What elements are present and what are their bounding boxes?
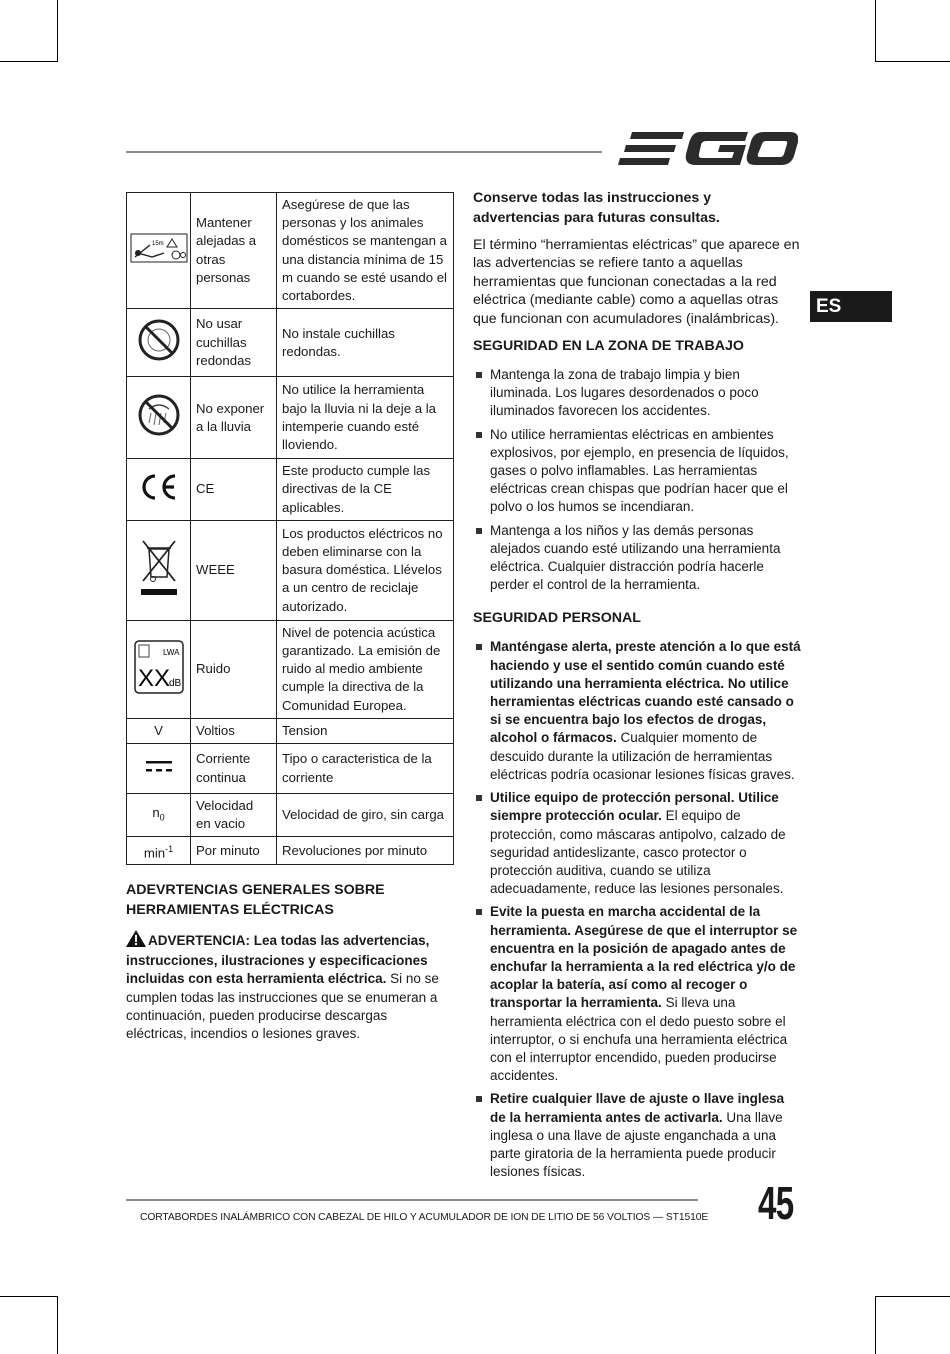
table-row [127, 744, 454, 794]
warning-triangle-icon [126, 930, 146, 952]
symbol-name: Voltios [191, 718, 277, 743]
symbol-name: No exponer a la lluvia [191, 377, 277, 459]
table-row [127, 377, 454, 459]
symbol-description: Este producto cumple las directivas de la CE aplicables. [277, 459, 454, 521]
table-row [127, 309, 454, 377]
symbol-name: Ruido [191, 620, 277, 718]
lwa-label: LWA [162, 647, 179, 657]
ego-logo [618, 128, 798, 175]
intro-paragraph: El término “herramientas eléctricas” que aparece en las advertencias se refiere tanto a aquellas herramientas que funcionan conectadas a la red eléctrica (mediante cable) como a aquellas otras que funcionan con acumuladores (inalámbricas). [473, 237, 800, 327]
table-row [127, 520, 454, 620]
symbol-description: Los productos eléctricos no deben eliminarse con la basura doméstica. Llévelos a un centro de reciclaje autorizado. [277, 520, 454, 620]
lead-paragraph: Conserve todas las instrucciones y advertencias para futuras consultas. [473, 190, 720, 226]
table-row [127, 837, 454, 865]
crop-mark [57, 0, 58, 62]
per-minute-symbol: $\min^{-1}$ [127, 837, 191, 865]
table-row [127, 459, 454, 521]
weee-bin-icon [137, 537, 181, 599]
volt-symbol: V [127, 718, 191, 743]
section-heading: ADEVRTENCIAS GENERALES SOBRE HERRAMIENTAS ELÉCTRICAS [126, 882, 385, 918]
symbol-name: Corriente continua [191, 744, 277, 794]
no-rain-icon [137, 393, 181, 437]
list-item: Mantenga la zona de trabajo limpia y bien iluminada. Los lugares desordenados o poco iluminados favorecen los accidentes. [473, 366, 801, 421]
symbol-description: No instale cuchillas redondas. [277, 309, 454, 377]
speed-symbol: $n_0$ [127, 794, 191, 837]
crop-mark [875, 61, 950, 62]
symbol-name: WEEE [191, 520, 277, 620]
symbol-description: No utilice la herramienta bajo la lluvia ni la deje a la intemperie cuando esté lloviendo. [277, 377, 454, 459]
symbol-description: Tension [277, 718, 454, 743]
personal-safety-list [473, 638, 801, 1181]
list-item: Manténgase alerta, preste atención a lo que está haciendo y use el sentido común cuando esté utilizando una herramienta eléctrica. No utilice herramientas eléctricas cuando esté cansado o si se encuentra bajo los efectos de drogas, alcohol o fármacos. Cualquier momento de descuido durante la utilización de herramientas eléctricas podría ocasionar lesiones físicas graves. [473, 638, 801, 784]
crop-mark [875, 1296, 876, 1354]
page-number: 45 [758, 1177, 794, 1229]
symbols-table [126, 192, 454, 865]
symbol-name: CE [191, 459, 277, 521]
list-item: Utilice equipo de protección personal. Utilice siempre protección ocular. El equipo de protección, como máscaras antipolvo, calzado de seguridad antideslizante, casco protector o protección auditiva, cuando se utiliza adecuadamente, reduce las lesiones personales. [473, 789, 801, 898]
noise-level-icon [133, 639, 185, 695]
warning-bold-text: Lea todas las advertencias, instrucciones, ilustraciones y especificaciones incluidas con esta herramienta eléctrica. [126, 933, 430, 987]
noise-unit: dB [168, 677, 181, 689]
symbol-description: Velocidad de giro, sin carga [277, 794, 454, 837]
work-area-heading: SEGURIDAD EN LA ZONA DE TRABAJO [473, 338, 744, 355]
crop-mark [875, 0, 876, 62]
symbol-name: Mantener alejadas a otras personas [191, 193, 277, 309]
work-area-list [473, 366, 801, 594]
general-warnings-section [126, 880, 446, 1049]
warning-label: ADVERTENCIA: [148, 933, 251, 948]
header-rule [126, 151, 602, 153]
footer-text: CORTABORDES INALÁMBRICO CON CABEZAL DE HILO Y ACUMULADOR DE ION DE LITIO DE 56 VOLTIOS — ST1510E [140, 1212, 709, 1223]
crop-mark [57, 1296, 58, 1354]
symbol-name: Velocidad en vacio [191, 794, 277, 837]
crop-mark [0, 61, 58, 62]
footer-rule [126, 1199, 698, 1201]
distance-label: 15m [151, 241, 164, 247]
warning-text: Si no se cumplen todas las instrucciones que se enumeran a continuación, pueden producirse descargas eléctricas, incendios o lesiones graves. [126, 971, 439, 1042]
table-row [127, 193, 454, 309]
table-row [127, 620, 454, 718]
crop-mark [875, 1296, 950, 1297]
symbol-name: No usar cuchillas redondas [191, 309, 277, 377]
symbol-name: Por minuto [191, 837, 277, 865]
no-round-blades-icon [137, 318, 181, 362]
symbol-description: Tipo o caracteristica de la corriente [277, 744, 454, 794]
language-tab: ES [810, 291, 892, 322]
table-row [127, 718, 454, 743]
warning-paragraph [126, 930, 446, 1043]
symbol-description: Asegúrese de que las personas y los animales domésticos se mantengan a una distancia mínima de 15 m cuando se esté usando el cortabordes. [277, 193, 454, 309]
symbol-description: Revoluciones por minuto [277, 837, 454, 865]
table-row [127, 794, 454, 837]
list-item: No utilice herramientas eléctricas en ambientes explosivos, por ejemplo, en presencia de líquidos, gases o polvo inflamables. Las herramientas eléctricas crean chispas que podrían hacer que el polvo o los humos se incendiaran. [473, 426, 801, 517]
symbol-description: Nivel de potencia acústica garantizado. La emisión de ruido al medio ambiente cumple la directiva de la Comunidad Europea. [277, 620, 454, 718]
list-item: Retire cualquier llave de ajuste o llave inglesa de la herramienta antes de activarla. Una llave inglesa o una llave de ajuste enganchada a una parte giratoria de la herramienta puede producir lesiones físicas. [473, 1090, 801, 1181]
list-item: Evite la puesta en marcha accidental de la herramienta. Asegúrese de que el interruptor se encuentra en la posición de apagado antes de enchufar la herramienta a la red eléctrica y/o de acoplar la batería, así como al recoger o transportar la herramienta. Si lleva una herramienta eléctrica con el dedo puesto sobre el interruptor, o si enchufa una herramienta eléctrica con el interruptor encendido, pueden producirse accidentes. [473, 903, 801, 1085]
direct-current-icon [144, 758, 174, 774]
list-item: Mantenga a los niños y las demás personas alejados cuando esté utilizando una herramienta eléctrica. Cualquier distracción podría hacerle perder el control de la herramienta. [473, 522, 801, 595]
keep-distance-icon [130, 233, 188, 263]
crop-mark [0, 1296, 58, 1297]
safety-section [473, 188, 801, 1191]
personal-safety-heading: SEGURIDAD PERSONAL [473, 610, 641, 627]
ce-mark-icon [137, 472, 181, 502]
noise-value: XX [137, 664, 170, 692]
